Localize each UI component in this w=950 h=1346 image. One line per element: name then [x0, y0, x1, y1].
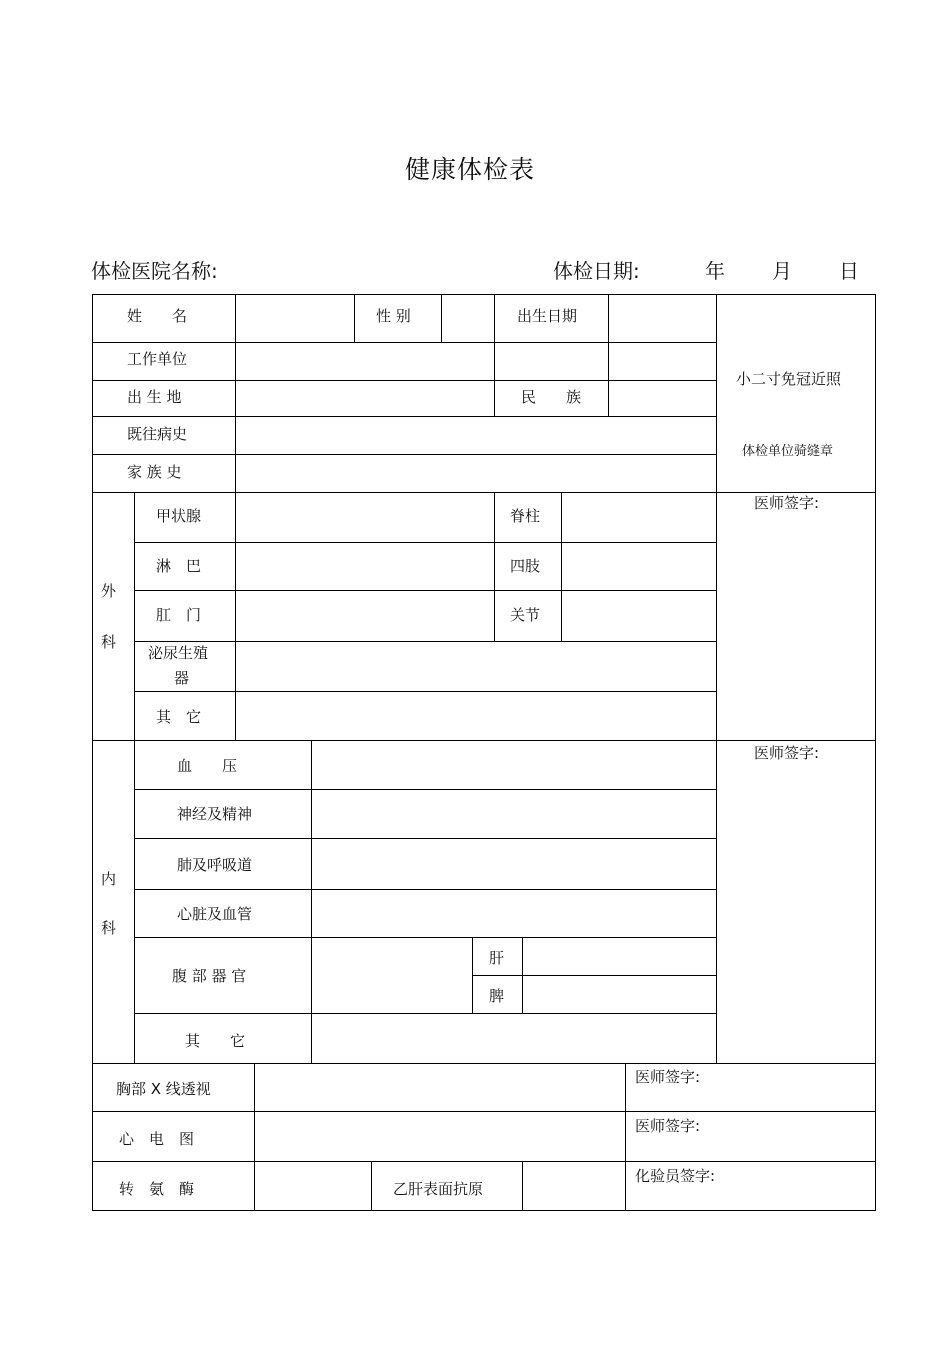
table-rule	[92, 454, 716, 455]
table-rule	[92, 492, 876, 493]
ecg-label: 心 电 图	[119, 1130, 195, 1148]
anus-label: 肛 门	[156, 606, 202, 624]
lab-signature-label: 化验员签字:	[635, 1167, 716, 1185]
month-label: 月	[772, 259, 792, 283]
table-rule	[354, 294, 355, 342]
table-rule	[134, 1013, 716, 1014]
table-rule	[716, 294, 717, 1063]
table-rule	[92, 294, 93, 1211]
internal-other-label: 其 它	[185, 1032, 246, 1050]
table-rule	[92, 294, 876, 295]
table-rule	[134, 641, 716, 642]
table-rule	[92, 342, 716, 343]
urogenital-label-line1: 泌尿生殖	[148, 644, 209, 662]
birth-date-label: 出生日期	[517, 307, 578, 325]
xray-signature-label: 医师签字:	[635, 1068, 701, 1086]
internal-section-char1: 内	[101, 870, 117, 888]
abdomen-label: 腹 部 器 官	[172, 967, 247, 985]
name-label: 姓 名	[127, 307, 188, 325]
table-rule	[235, 294, 236, 492]
table-rule	[522, 1161, 523, 1211]
seal-note: 体检单位骑缝章	[742, 444, 834, 459]
surgery-doctor-signature-label: 医师签字:	[754, 494, 820, 512]
hbsag-label: 乙肝表面抗原	[393, 1180, 484, 1198]
internal-section-char2: 科	[101, 919, 117, 937]
table-rule	[92, 1210, 876, 1211]
table-rule	[134, 542, 716, 543]
table-rule	[92, 1111, 876, 1112]
year-label: 年	[705, 259, 725, 283]
surgery-section-char2: 科	[101, 633, 117, 651]
table-rule	[522, 937, 523, 1013]
table-rule	[608, 294, 609, 416]
family-history-label: 家 族 史	[127, 463, 182, 481]
urogenital-label-line2: 器	[174, 669, 190, 687]
spleen-label: 脾	[489, 987, 505, 1005]
table-rule	[371, 1161, 372, 1211]
table-rule	[441, 294, 442, 342]
hospital-name-label: 体检医院名称:	[91, 259, 218, 283]
table-rule	[494, 492, 495, 641]
table-rule	[92, 740, 876, 741]
lung-label: 肺及呼吸道	[177, 856, 253, 874]
liver-label: 肝	[489, 949, 505, 967]
birthplace-label: 出 生 地	[127, 388, 182, 406]
neuro-label: 神经及精神	[177, 805, 253, 823]
gender-label: 性 别	[376, 307, 411, 325]
exam-date-label: 体检日期:	[553, 259, 640, 283]
past-history-label: 既往病史	[127, 425, 188, 443]
alt-label: 转 氨 酶	[119, 1180, 195, 1198]
ecg-signature-label: 医师签字:	[635, 1117, 701, 1135]
ethnicity-label: 民 族	[521, 388, 582, 406]
table-rule	[134, 937, 716, 938]
table-rule	[92, 416, 716, 417]
surgery-other-label: 其 它	[156, 708, 202, 726]
limbs-label: 四肢	[510, 557, 541, 575]
joints-label: 关节	[510, 606, 541, 624]
photo-note: 小二寸免冠近照	[736, 370, 842, 388]
table-rule	[875, 294, 876, 1211]
surgery-section-char1: 外	[101, 582, 117, 600]
day-label: 日	[839, 259, 859, 283]
table-rule	[235, 492, 236, 740]
table-rule	[134, 590, 716, 591]
table-rule	[134, 889, 716, 890]
page-title: 健康体检表	[404, 155, 535, 184]
table-rule	[134, 492, 135, 1063]
table-rule	[561, 492, 562, 641]
table-rule	[92, 1063, 876, 1064]
table-rule	[134, 838, 716, 839]
blood-pressure-label: 血 压	[177, 757, 238, 775]
table-rule	[311, 740, 312, 1063]
table-rule	[472, 937, 473, 1013]
work-unit-label: 工作单位	[127, 350, 188, 368]
lymph-label: 淋 巴	[156, 557, 202, 575]
table-rule	[494, 294, 495, 416]
table-rule	[92, 1161, 876, 1162]
table-rule	[254, 1063, 255, 1211]
heart-label: 心脏及血管	[177, 905, 253, 923]
internal-doctor-signature-label: 医师签字:	[754, 744, 820, 762]
table-rule	[92, 380, 716, 381]
table-rule	[472, 975, 716, 976]
table-rule	[134, 789, 716, 790]
thyroid-label: 甲状腺	[156, 507, 202, 525]
table-rule	[134, 691, 716, 692]
table-rule	[625, 1063, 626, 1211]
spine-label: 脊柱	[510, 507, 541, 525]
xray-label: 胸部 X 线透视	[116, 1080, 211, 1098]
